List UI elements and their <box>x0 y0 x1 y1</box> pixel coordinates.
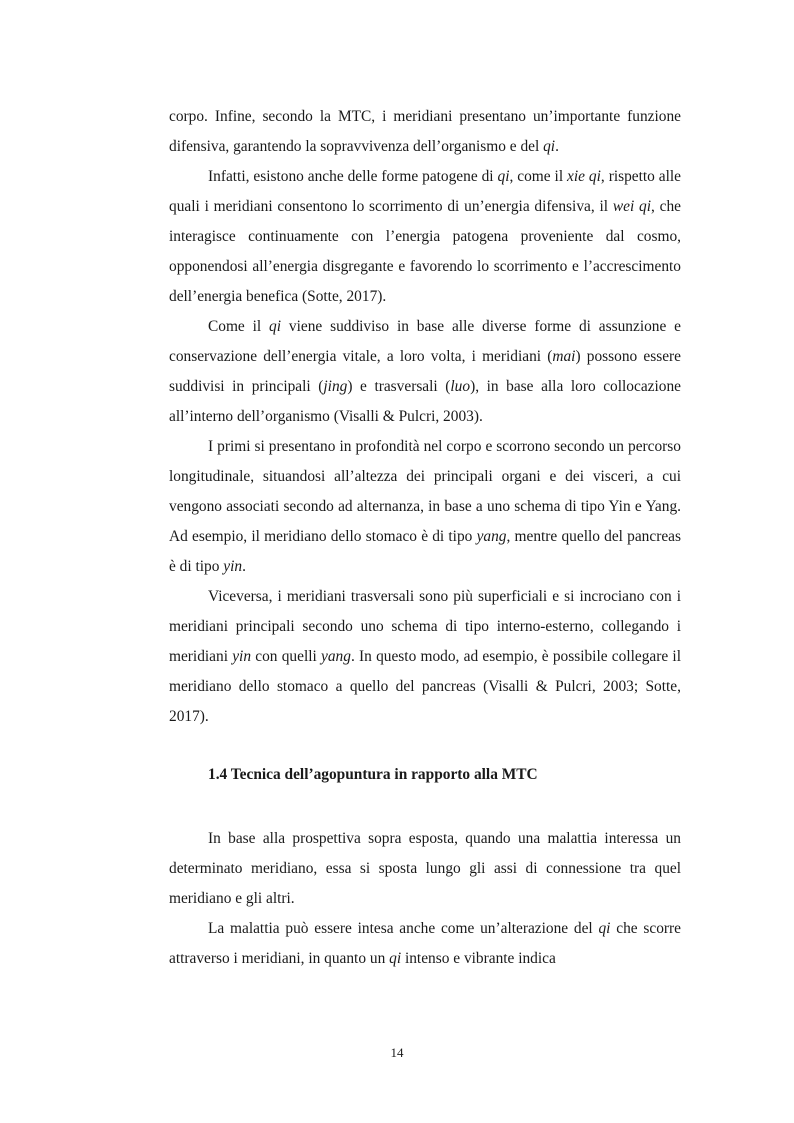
italic-term: yin <box>223 558 243 575</box>
text-run: ) e trasversali ( <box>347 378 451 395</box>
text-run: La malattia può essere intesa anche come un’alterazione del <box>208 920 599 937</box>
italic-term: mai <box>552 348 576 365</box>
text-run: viene suddiviso in base alle diverse forme di assunzione e conservazione dell’energia vitale, a loro volta, i meridiani ( <box>169 318 682 365</box>
italic-term: yin <box>232 648 252 665</box>
text-run: , come il <box>509 168 568 185</box>
paragraph <box>169 312 681 432</box>
italic-term: qi <box>389 950 402 967</box>
italic-term: qi <box>598 920 611 937</box>
text-run: I primi si presentano in profondità nel corpo e scorrono secondo un percorso longitudinale, situandosi all’altezza dei principali organi e dei visceri, a cui vengono associati secondo ad alternanza, in base a uno schema di tipo Yin e Yang. Ad esempio, il meridiano dello stomaco è di tipo <box>169 438 681 545</box>
text-run: Infatti, esistono anche delle forme patogene di <box>208 168 498 185</box>
paragraph-group-bottom <box>169 824 681 974</box>
text-run: Viceversa, i meridiani trasversali sono più superficiali e si incrociano con i meridiani principali secondo uno schema di tipo interno-esterno, collegando i meridiani <box>169 588 681 665</box>
page-number: 14 <box>390 1045 404 1060</box>
italic-term: qi <box>543 138 556 155</box>
body-text <box>169 102 681 974</box>
text-run: . In questo modo, ad esempio, è possibile collegare il meridiano dello stomaco a quello del pancreas (Visalli & Pulcri, 2003; Sotte, 2017). <box>169 648 681 725</box>
text-run: . <box>555 138 559 155</box>
text-run: In base alla prospettiva sopra esposta, quando una malattia interessa un determinato meridiano, essa si sposta lungo gli assi di connessione tra quel meridiano e gli altri. <box>169 830 681 907</box>
paragraph <box>169 102 681 162</box>
section-spacer <box>169 790 681 824</box>
italic-term: qi <box>497 168 510 185</box>
section-heading: 1.4 Tecnica dell’agopuntura in rapporto alla MTC <box>208 766 538 783</box>
italic-term: luo <box>450 378 471 395</box>
text-run: Come il <box>208 318 270 335</box>
text-run: , che interagisce continuamente con l’energia patogena proveniente dal cosmo, opponendosi all’energia disgregante e favorendo lo scorrimento e l’accrescimento dell’energia benefica (Sotte, 2017). <box>169 198 681 305</box>
text-run: , rispetto alle quali i meridiani consentono lo scorrimento di un’energia difensiva, il <box>169 168 682 215</box>
paragraph <box>169 914 681 974</box>
text-run: ), in base alla loro collocazione all’interno dell’organismo (Visalli & Pulcri, 2003). <box>169 378 681 425</box>
italic-term: wei qi <box>612 198 651 215</box>
text-run: con quelli <box>251 648 322 665</box>
paragraph <box>169 432 681 582</box>
italic-term: xie qi <box>567 168 601 185</box>
paragraph <box>169 582 681 732</box>
text-run: . <box>242 558 246 575</box>
italic-term: jing <box>323 378 348 395</box>
text-run: , mentre quello del pancreas è di tipo <box>169 528 681 575</box>
paragraph-group-top <box>169 102 681 732</box>
text-run: corpo. Infine, secondo la MTC, i meridiani presentano un’importante funzione difensiva, garantendo la sopravvivenza dell’organismo e del <box>169 108 681 155</box>
text-run: intenso e vibrante indica <box>401 950 556 967</box>
text-run: che scorre attraverso i meridiani, in quanto un <box>169 920 681 967</box>
paragraph <box>169 162 681 312</box>
paragraph <box>169 824 681 914</box>
italic-term: yang <box>321 648 351 665</box>
italic-term: qi <box>269 318 282 335</box>
italic-term: yang <box>476 528 507 545</box>
text-run: ) possono essere suddivisi in principali ( <box>169 348 681 395</box>
